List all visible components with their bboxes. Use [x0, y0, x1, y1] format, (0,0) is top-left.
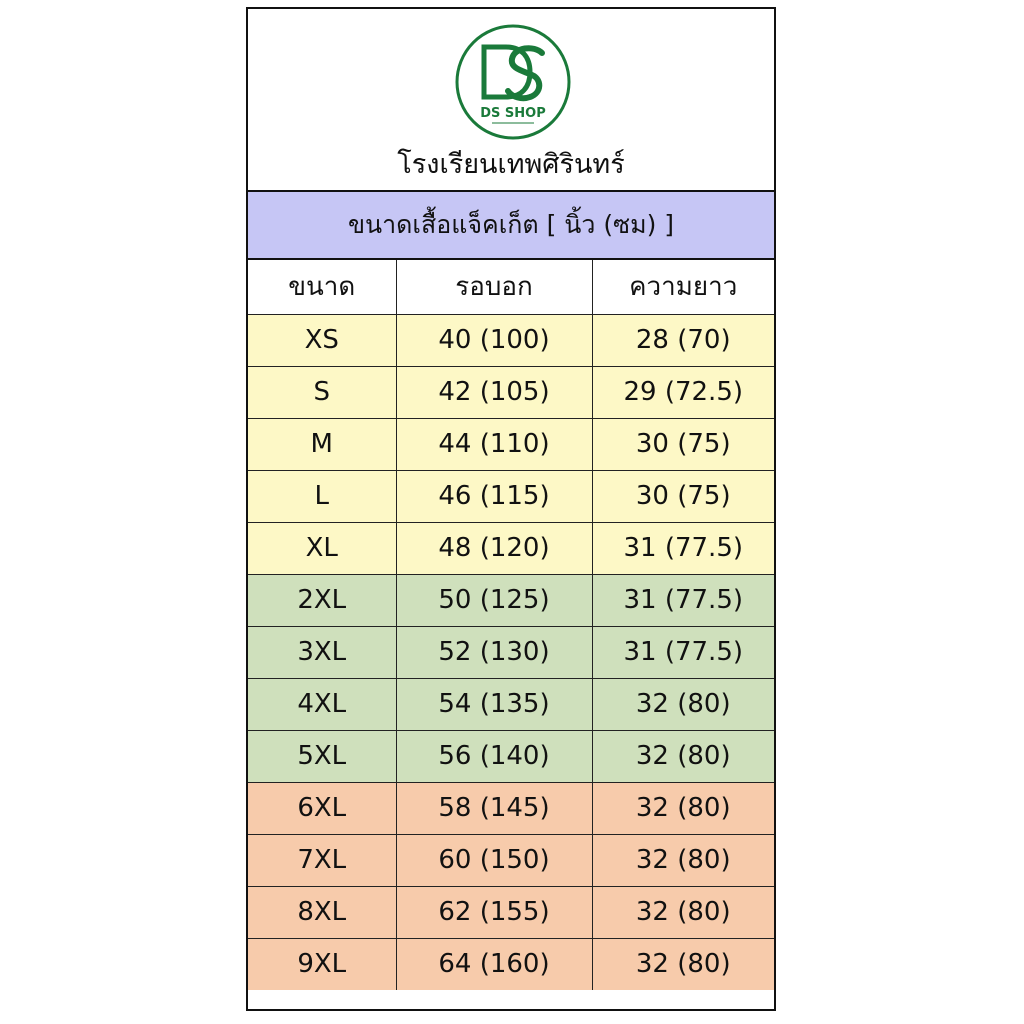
length-cell: 32 (80) — [592, 938, 774, 990]
ds-shop-logo — [454, 23, 572, 141]
length-cell: 32 (80) — [592, 678, 774, 730]
chest-cell: 56 (140) — [396, 730, 592, 782]
length-cell: 32 (80) — [592, 782, 774, 834]
table-row — [248, 522, 774, 574]
table-row — [248, 470, 774, 522]
length-cell: 32 (80) — [592, 886, 774, 938]
size-cell: 6XL — [248, 782, 396, 834]
length-cell: 30 (75) — [592, 418, 774, 470]
column-header-chest: รอบอก — [396, 260, 592, 314]
table-row — [248, 938, 774, 990]
length-cell: 30 (75) — [592, 470, 774, 522]
chest-cell: 46 (115) — [396, 470, 592, 522]
table-header-row — [248, 260, 774, 314]
table-title: ขนาดเสื้อแจ็คเก็ต [ นิ้ว (ซม) ] — [248, 192, 774, 260]
table-row — [248, 834, 774, 886]
table-row — [248, 366, 774, 418]
chest-cell: 62 (155) — [396, 886, 592, 938]
chest-cell: 50 (125) — [396, 574, 592, 626]
size-cell: 5XL — [248, 730, 396, 782]
table-row — [248, 886, 774, 938]
chest-cell: 52 (130) — [396, 626, 592, 678]
length-cell: 31 (77.5) — [592, 626, 774, 678]
size-cell: 3XL — [248, 626, 396, 678]
logo-text: DS SHOP — [480, 106, 546, 121]
size-cell: 7XL — [248, 834, 396, 886]
size-cell: L — [248, 470, 396, 522]
column-header-length: ความยาว — [592, 260, 774, 314]
length-cell: 29 (72.5) — [592, 366, 774, 418]
chest-cell: 58 (145) — [396, 782, 592, 834]
chest-cell: 48 (120) — [396, 522, 592, 574]
chest-cell: 60 (150) — [396, 834, 592, 886]
size-chart-sheet — [246, 7, 776, 1011]
chest-cell: 40 (100) — [396, 314, 592, 366]
size-cell: 8XL — [248, 886, 396, 938]
size-table — [248, 260, 774, 990]
chest-cell: 54 (135) — [396, 678, 592, 730]
table-row — [248, 782, 774, 834]
length-cell: 28 (70) — [592, 314, 774, 366]
table-row — [248, 314, 774, 366]
length-cell: 32 (80) — [592, 834, 774, 886]
size-cell: XS — [248, 314, 396, 366]
size-cell: 2XL — [248, 574, 396, 626]
column-header-size: ขนาด — [248, 260, 396, 314]
table-row — [248, 678, 774, 730]
table-row — [248, 574, 774, 626]
table-row — [248, 626, 774, 678]
table-row — [248, 730, 774, 782]
size-cell: XL — [248, 522, 396, 574]
size-cell: 4XL — [248, 678, 396, 730]
size-cell: 9XL — [248, 938, 396, 990]
table-row — [248, 418, 774, 470]
length-cell: 32 (80) — [592, 730, 774, 782]
chest-cell: 44 (110) — [396, 418, 592, 470]
length-cell: 31 (77.5) — [592, 522, 774, 574]
length-cell: 31 (77.5) — [592, 574, 774, 626]
size-cell: M — [248, 418, 396, 470]
chest-cell: 42 (105) — [396, 366, 592, 418]
chest-cell: 64 (160) — [396, 938, 592, 990]
chart-header — [248, 9, 774, 192]
school-name: โรงเรียนเทพศิรินทร์ — [397, 149, 625, 180]
size-cell: S — [248, 366, 396, 418]
